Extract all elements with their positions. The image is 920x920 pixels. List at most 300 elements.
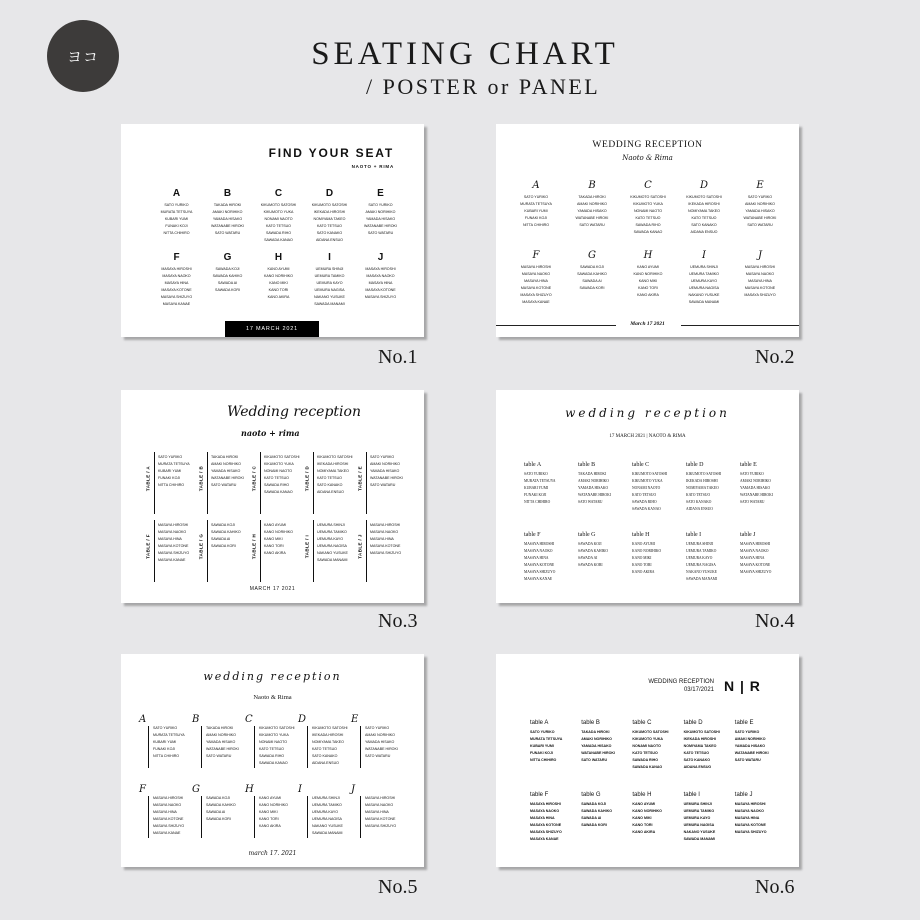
table-bar: [254, 796, 255, 838]
guest-name: AIDANA ENSUO: [686, 507, 713, 511]
guest-name: SATO WATARU: [579, 223, 605, 227]
guest-name: MASAYA KOTONE: [153, 817, 184, 821]
table-label: table I: [686, 532, 702, 538]
guest-name: FUNAKI KOJI: [530, 751, 553, 755]
guest-name: SATO WATARU: [581, 758, 608, 762]
guest-name: TAKADA HIROKI: [581, 730, 610, 734]
guest-name: WATANABE HIROKI: [581, 751, 615, 755]
table-block: [192, 714, 242, 772]
table-grid-top: [524, 462, 794, 513]
guest-name: MASAYA SHIZUYO: [520, 293, 552, 297]
guest-name: SATO WATARU: [740, 500, 765, 504]
guest-name: SATO WATARU: [365, 754, 391, 758]
guest-name: KIKUMOTO SATOSHI: [632, 730, 669, 734]
guest-name: MASAYA SHIZUYO: [734, 830, 767, 834]
guest-name: KUBARI YUMI: [524, 486, 549, 490]
guest-name: KATO TETSUO: [317, 476, 342, 480]
table-bar: [148, 796, 149, 838]
table-letter: D: [325, 188, 334, 199]
label-no6: No.6: [755, 876, 795, 898]
guest-name: SAWADA MANAMI: [686, 577, 718, 581]
guest-name: MASAYA HIROSHI: [530, 802, 561, 806]
table-letter: I: [702, 250, 706, 261]
table-column: [732, 180, 788, 236]
guest-names: [211, 522, 241, 550]
guest-name: MASAYA SHIZUYO: [364, 295, 397, 299]
design-card-2[interactable]: [496, 124, 799, 337]
table-column: [676, 250, 732, 306]
guest-name: IKEKADA HIROSHI: [683, 737, 716, 741]
guest-name: SAWADA RIHO: [632, 500, 657, 504]
guest-names: [259, 795, 288, 830]
guest-name: MASAYA KOTONE: [744, 286, 776, 290]
label-no3: No.3: [378, 610, 418, 632]
design-card-4[interactable]: [496, 390, 799, 603]
label-no4: No.4: [755, 610, 795, 632]
guest-name: SAWADA AI: [582, 279, 602, 283]
guest-name: TAKADA HIROKI: [211, 455, 239, 459]
guest-name: KIKUMOTO SATOSHI: [260, 203, 297, 207]
guest-name: SAWADA KORI: [211, 544, 236, 548]
card-date: MARCH 17 2021: [249, 586, 296, 592]
guest-name: MASAYA HIROSHI: [370, 523, 401, 527]
guest-name: FUNAKI KOJI: [158, 476, 181, 480]
guest-name: KANO AKIRA: [264, 551, 286, 555]
table-label: table C: [632, 462, 650, 468]
guest-name: SAWADA KAHIKO: [578, 549, 608, 553]
table-column: [581, 720, 632, 771]
guest-name: YAMADA HISAKO: [365, 217, 396, 221]
guest-name: KANO AYUMI: [632, 802, 656, 806]
table-label: table E: [740, 462, 757, 468]
guest-name: KIKUMOTO SATOSHI: [311, 203, 348, 207]
guest-name: MURATA TETSUYA: [520, 202, 552, 206]
guest-name: NOMIYAMA TAKEO: [686, 486, 719, 490]
guest-names: [153, 725, 185, 760]
guest-names: [264, 522, 293, 557]
guest-name: UEMURA KAYO: [312, 810, 339, 814]
guest-name: KATO TETSUO: [266, 224, 291, 228]
guest-name: NOMIYAMA TAKEO: [688, 209, 720, 213]
table-letter: J: [377, 252, 384, 263]
guest-name: MASAYA KOTONE: [365, 288, 396, 292]
guest-names: [370, 454, 403, 489]
table-label: table F: [530, 792, 549, 798]
table-letter: I: [298, 784, 302, 795]
guest-name: MASAYA KOTONE: [161, 288, 192, 292]
guest-name: MASAYA KANAE: [153, 831, 181, 835]
guest-name: UEMURA KAYO: [316, 281, 343, 285]
guest-name: KIKUMOTO SATOSHI: [632, 472, 668, 476]
guest-name: MASAYA HIROSHI: [153, 796, 184, 800]
guest-name: KIKUMOTO SATOSHI: [683, 730, 720, 734]
guest-names: [317, 454, 353, 496]
guest-name: KIKUMOTO SATOSHI: [264, 455, 300, 459]
guest-name: SAWADA KOJI: [578, 542, 602, 546]
guest-name: KIKUMOTO SATOSHI: [630, 195, 666, 199]
vertical-table-label: [143, 520, 155, 582]
table-label: table B: [581, 720, 600, 726]
guest-name: TAKADA HIROKI: [206, 726, 234, 730]
guest-name: KATO TETSUO: [691, 216, 717, 220]
guest-name: WATANABE HIROKI: [743, 216, 777, 220]
guest-name: KATO TETSUO: [317, 224, 342, 228]
guest-name: IKEKADA HIROSHI: [686, 479, 718, 483]
table-bar: [360, 796, 361, 838]
table-column: [151, 188, 202, 244]
guest-name: MASAYA HIROSHI: [520, 265, 552, 269]
table-column: [686, 532, 740, 583]
guest-name: KIKUMOTO YUKA: [632, 479, 663, 483]
guest-name: KANO TORI: [632, 563, 652, 567]
guest-name: NITTA CHIHIRO: [158, 483, 185, 487]
guest-name: SAWADA KORI: [206, 817, 231, 821]
guest-name: SATO KANAKO: [686, 500, 712, 504]
guest-name: NAKANO YUSUKE: [314, 295, 345, 299]
card-date: march 17. 2021: [248, 850, 297, 857]
table-column: [524, 462, 578, 513]
guest-names: [365, 795, 396, 830]
guest-name: AMAKI NORIHIKO: [734, 737, 766, 741]
guest-name: UEMURA SHINJI: [686, 542, 714, 546]
guest-name: YAMADA HISAKO: [211, 469, 241, 473]
table-label: table F: [524, 532, 541, 538]
guest-name: KIKUMOTO YUKA: [632, 737, 664, 741]
guest-name: MASAYA SHIZUYO: [158, 551, 190, 555]
vertical-table-label: [249, 520, 261, 582]
guest-name: SATO WATARU: [211, 483, 237, 487]
guest-name: UEMURA NAGISA: [689, 286, 719, 290]
guest-name: SATO WATARU: [578, 500, 603, 504]
guest-name: NOMIYAMA TAKEO: [312, 740, 344, 744]
table-label: table J: [740, 532, 756, 538]
page-title: SEATING CHART: [311, 36, 619, 72]
table-letter: C: [644, 180, 652, 191]
guest-name: NONAMI NAOTO: [632, 744, 661, 748]
table-block: [139, 784, 189, 842]
guest-name: MASAYA HIROSHI: [524, 542, 555, 546]
guest-name: KATO TETSUO: [312, 747, 337, 751]
guest-name: WATANABE HIROKI: [370, 476, 403, 480]
guest-name: SATO YURIKO: [524, 472, 548, 476]
guest-name: AMAKI NORIHIKO: [365, 733, 395, 737]
guest-name: MASAYA NAOKO: [521, 272, 551, 276]
table-grid-top: [508, 180, 788, 236]
guest-name: SAWADA AI: [211, 537, 231, 541]
table-letter: D: [298, 714, 307, 725]
table-letter: E: [351, 714, 359, 725]
guest-name: AIDANA ENSUO: [316, 238, 343, 242]
table-letter: D: [699, 180, 709, 191]
card-title: wedding reception: [565, 406, 730, 420]
guest-name: KANO MIKI: [632, 816, 652, 820]
guest-name: SATO WATARU: [747, 223, 773, 227]
guest-name: MASAYA SHIZUYO: [744, 293, 776, 297]
table-column: [632, 792, 683, 843]
guest-name: SAWADA KOJI: [211, 523, 236, 527]
guest-name: MASAYA NAOKO: [158, 530, 187, 534]
table-column: [530, 792, 581, 843]
label-no2: No.2: [755, 346, 795, 368]
guest-name: MASAYA NAOKO: [530, 809, 560, 813]
guest-name: TAKADA HIROKI: [213, 203, 242, 207]
table-label: table H: [632, 792, 652, 798]
card-title: FIND YOUR SEAT: [268, 146, 394, 160]
guest-name: SAWADA KANAO: [633, 230, 663, 234]
guest-name: UEMURA SHINJI: [317, 523, 345, 527]
guest-name: AMAKI NORIHIKO: [211, 462, 241, 466]
guest-name: MASAYA NAOKO: [734, 809, 764, 813]
guest-name: KANO TORI: [638, 286, 658, 290]
guest-name: MASAYA NAOKO: [162, 274, 191, 278]
guest-name: KATO TETSUO: [635, 216, 661, 220]
guest-name: SATO KANAKO: [691, 223, 717, 227]
guest-name: YAMADA HISAKO: [745, 209, 775, 213]
guest-name: NAKANO YUSUKE: [317, 551, 348, 555]
design-card-5[interactable]: [121, 654, 424, 867]
guest-name: SAWADA KANAO: [632, 765, 663, 769]
guest-name: KANO AKIRA: [259, 824, 281, 828]
guest-name: WATANABE HIROKI: [575, 216, 609, 220]
table-column: [632, 720, 683, 771]
guest-name: KANO AKIRA: [267, 295, 290, 299]
guest-name: SAWADA MANAMI: [312, 831, 343, 835]
vertical-table-label: [143, 452, 155, 514]
guest-name: YAMADA HISAKO: [206, 740, 236, 744]
guest-name: SATO WATARU: [370, 483, 396, 487]
guest-name: KIKUMOTO YUKA: [259, 733, 289, 737]
guest-name: MASAYA KOTONE: [524, 563, 555, 567]
table-label: table G: [578, 532, 596, 538]
table-label: table H: [632, 532, 650, 538]
guest-name: UEMURA TAMIKO: [689, 272, 719, 276]
guest-name: KANO MIKI: [269, 281, 288, 285]
table-column: [581, 792, 632, 843]
guest-name: KANO MIKI: [259, 810, 278, 814]
card-title-line1: WEDDING RECEPTION: [648, 679, 714, 685]
guest-name: WATANABE HIROKI: [734, 751, 769, 755]
guest-name: UEMURA KAYO: [683, 816, 711, 820]
table-column: [740, 532, 794, 583]
guest-name: UEMURA NAGISA: [683, 823, 715, 827]
guest-name: SATO YURIKO: [164, 203, 189, 207]
table-grid-top: [151, 188, 406, 244]
guest-name: MURATA TETSUYA: [530, 737, 563, 741]
table-letter: I: [328, 252, 331, 263]
guest-name: KANO AKIRA: [637, 293, 659, 297]
guest-name: KANO TORI: [264, 544, 284, 548]
label-no1: No.1: [378, 346, 418, 368]
guest-name: KIKUMOTO SATOSHI: [686, 195, 722, 199]
vertical-table-label: [302, 452, 314, 514]
guest-name: SATO KANAKO: [683, 758, 711, 762]
guest-name: MURATA TETSUYA: [160, 210, 193, 214]
table-column: [564, 250, 620, 306]
guest-name: SAWADA KOJI: [579, 265, 605, 269]
table-bar: [201, 796, 202, 838]
guest-name: UEMURA KAYO: [686, 556, 713, 560]
guest-name: WATANABE HIROKI: [740, 493, 773, 497]
vertical-table-label: [302, 520, 314, 582]
guest-name: AMAKI NORIHIKO: [740, 479, 771, 483]
table-grid-bottom: [524, 532, 794, 583]
guest-name: AMAKI NORIHIKO: [370, 462, 400, 466]
guest-name: KANO AYUMI: [632, 542, 655, 546]
guest-name: NONAMI NAOTO: [633, 209, 663, 213]
guest-name: AMAKI NORIHIKO: [745, 202, 775, 206]
design-card-6[interactable]: [496, 654, 799, 867]
guest-name: NAKANO YUSUKE: [686, 570, 717, 574]
table-column: [202, 252, 253, 308]
guest-name: WATANABE HIROKI: [211, 476, 244, 480]
guest-name: SATO KANAKO: [312, 754, 338, 758]
guest-name: AMAKI NORIHIKO: [206, 733, 236, 737]
guest-names: [158, 522, 189, 564]
card-subtitle: Naoto & Rima: [622, 154, 673, 162]
guest-name: SAWADA KAHIKO: [211, 530, 241, 534]
table-column: [620, 250, 676, 306]
table-column: [508, 250, 564, 306]
table-block: [139, 714, 189, 772]
guest-name: KANO AKIRA: [632, 830, 656, 834]
guest-name: YAMADA HISAKO: [212, 217, 243, 221]
table-letter: H: [274, 252, 283, 263]
guest-name: SAWADA RIHO: [259, 754, 285, 758]
guest-name: MASAYA HINA: [734, 816, 760, 820]
table-block: [245, 784, 295, 842]
guest-name: MASAYA NAOKO: [524, 549, 553, 553]
guest-name: KIKUMOTO SATOSHI: [317, 455, 353, 459]
guest-name: SATO YURIKO: [747, 195, 773, 199]
guest-name: IKEKADA HIROSHI: [312, 733, 344, 737]
guest-name: MASAYA NAOKO: [745, 272, 775, 276]
guest-name: MASAYA NAOKO: [740, 549, 769, 553]
guest-name: NOMIYAMA TAKEO: [317, 469, 349, 473]
table-column: [304, 188, 355, 244]
table-bar: [307, 796, 308, 838]
guest-name: KUBARI YUMI: [158, 469, 182, 473]
table-letter: B: [192, 714, 200, 725]
guest-name: NONAMI NAOTO: [264, 469, 293, 473]
table-block: [298, 784, 348, 842]
guest-name: MASAYA HIROSHI: [161, 267, 192, 271]
guest-name: AIDANA ENSUO: [690, 230, 718, 234]
guest-name: SATO YURIKO: [153, 726, 178, 730]
guest-name: SAWADA KANAO: [264, 490, 293, 494]
yoko-badge: ヨコ: [47, 20, 119, 92]
guest-name: KATO TETSUO: [686, 493, 711, 497]
guest-name: KANO MIKI: [632, 556, 652, 560]
guest-name: WATANABE HIROKI: [578, 493, 611, 497]
guest-name: KANO AYUMI: [636, 265, 660, 269]
guest-name: YAMADA HISAKO: [581, 744, 612, 748]
guest-name: AMAKI NORIHIKO: [212, 210, 243, 214]
table-bar: [360, 726, 361, 768]
table-column: [355, 252, 406, 308]
vertical-table-label: [196, 452, 208, 514]
guest-name: YAMADA HISAKO: [577, 209, 607, 213]
guest-name: AMAKI NORIHIKO: [581, 737, 612, 741]
table-column: [620, 180, 676, 236]
table-letter: H: [643, 250, 653, 261]
guest-name: UEMURA SHINJI: [690, 265, 718, 269]
guest-name: FUNAKI KOJI: [524, 493, 547, 497]
guest-name: KATO TETSUO: [264, 476, 289, 480]
date-bar: 17 MARCH 2021: [225, 321, 319, 337]
guest-name: MASAYA KOTONE: [740, 563, 771, 567]
design-card-3[interactable]: [121, 390, 424, 603]
design-card-1[interactable]: [121, 124, 424, 337]
guest-name: IKEKADA HIROSHI: [688, 202, 720, 206]
table-block: [351, 784, 401, 842]
guest-name: WATANABE HIROKI: [206, 747, 239, 751]
guest-name: MASAYA KOTONE: [365, 817, 396, 821]
table-letter: G: [588, 250, 596, 261]
guest-name: MASAYA NAOKO: [153, 803, 182, 807]
card-subtitle: naoto + rima: [241, 428, 300, 438]
table-label: TABLE / F: [145, 534, 151, 559]
guest-name: UEMURA NAGISA: [312, 817, 342, 821]
guest-name: UEMURA TAMIKO: [686, 549, 717, 553]
guest-name: MASAYA SHIZUYO: [153, 824, 185, 828]
guest-names: [317, 522, 348, 564]
guest-name: MASAYA HINA: [370, 537, 394, 541]
guest-name: SAWADA KAHIKO: [577, 272, 607, 276]
table-column: [632, 532, 686, 583]
guest-name: MASAYA SHIZUYO: [740, 570, 772, 574]
guest-name: NOMIYAMA TAKEO: [683, 744, 717, 748]
guest-name: SATO YURIKO: [530, 730, 555, 734]
table-label: table B: [578, 462, 596, 468]
guest-name: UEMURA SHINJI: [315, 267, 344, 271]
guest-name: KANO NORIHIKO: [632, 549, 662, 553]
guest-name: FUNAKI KOJI: [524, 216, 548, 220]
guest-name: SATO WATARU: [734, 758, 761, 762]
guest-name: SAWADA MANAMI: [314, 302, 345, 306]
table-bar: [201, 726, 202, 768]
guest-name: SAWADA KORI: [215, 288, 240, 292]
table-block: [245, 714, 295, 772]
guest-name: KANO NORIHIKO: [633, 272, 663, 276]
guest-name: KATO TETSUO: [683, 751, 710, 755]
guest-name: KATO TETSUO: [259, 747, 284, 751]
guest-name: MASAYA HIROSHI: [365, 796, 396, 800]
guest-name: NONAMI NAOTO: [632, 486, 661, 490]
guest-name: WATANABE HIROKI: [365, 747, 398, 751]
card-title: wedding reception: [203, 670, 342, 683]
guest-name: KIKUMOTO YUKA: [633, 202, 663, 206]
guest-name: WATANABE HIROKI: [211, 224, 244, 228]
table-column: [524, 532, 578, 583]
guest-name: UEMURA SHINJI: [683, 802, 712, 806]
guest-name: AIDANA ENSUO: [683, 765, 712, 769]
guest-name: MASAYA KANAE: [524, 577, 553, 581]
table-column: [578, 532, 632, 583]
card-subtitle: 17 MARCH 2021 | NAOTO & RIMA: [609, 434, 686, 439]
table-label: TABLE / J: [357, 534, 363, 559]
guest-name: NONAMI NAOTO: [264, 217, 293, 221]
guest-name: SAWADA AI: [217, 281, 238, 285]
guest-name: UEMURA TAMIKO: [312, 803, 342, 807]
guest-name: KUBARI YUMI: [164, 217, 189, 221]
guest-name: KANO AYUMI: [259, 796, 282, 800]
table-letter: E: [377, 188, 384, 199]
table-column: [530, 720, 581, 771]
guest-name: YAMADA HISAKO: [578, 486, 609, 490]
guest-names: [206, 725, 239, 760]
vertical-table-label: [249, 452, 261, 514]
table-column: [740, 462, 794, 513]
